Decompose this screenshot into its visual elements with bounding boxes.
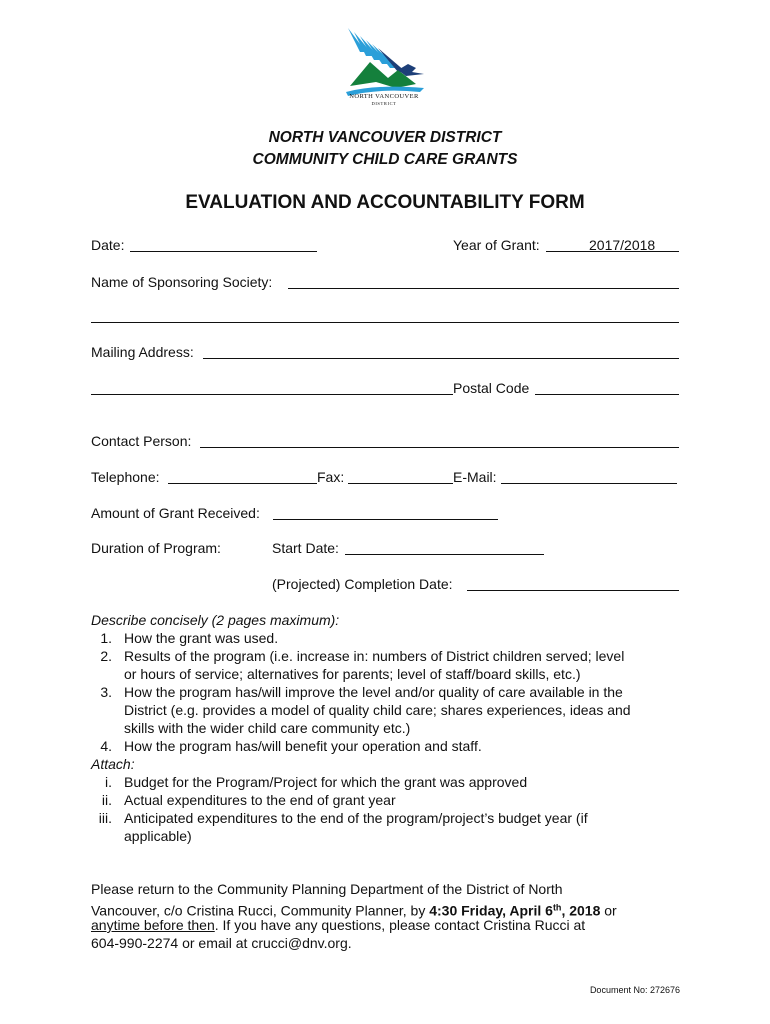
return-note-line4: 604-990-2274 or email at crucci@dnv.org. <box>91 935 352 951</box>
list-item: Results of the program (i.e. increase in: numbers of District children served; level <box>124 648 625 664</box>
attach-number: iii. <box>98 810 112 826</box>
postal-code-field[interactable] <box>535 394 679 395</box>
mailing-address-field-line2[interactable] <box>91 394 453 395</box>
list-item: How the program has/will benefit your operation and staff. <box>124 738 482 754</box>
start-date-label: Start Date: <box>272 540 339 556</box>
attach-item: Budget for the Program/Project for which the grant was approved <box>124 774 528 790</box>
society-field[interactable] <box>288 288 679 289</box>
deadline-year: , 2018 <box>561 902 601 919</box>
contact-person-label: Contact Person: <box>91 433 192 449</box>
deadline-text: 4:30 Friday, April 6 <box>429 902 553 919</box>
attach-item: Actual expenditures to the end of grant year <box>124 792 396 808</box>
logo-subtitle: DISTRICT <box>371 101 397 106</box>
item-number: 3. <box>100 684 112 700</box>
list-item-cont: or hours of service; alternatives for parents; level of staff/board skills, etc.) <box>124 666 581 682</box>
return-note-or: or <box>600 902 617 919</box>
describe-heading: Describe concisely (2 pages maximum): <box>91 612 340 628</box>
completion-date-label: (Projected) Completion Date: <box>272 576 453 592</box>
list-item: How the program has/will improve the level and/or quality of care available in the <box>124 684 623 700</box>
year-of-grant-label: Year of Grant: <box>453 237 540 253</box>
society-field-line2[interactable] <box>91 322 679 323</box>
date-label: Date: <box>91 237 125 253</box>
return-note-text: Vancouver, c/o Cristina Rucci, Community Planner, by <box>91 902 430 919</box>
deadline-suffix: th <box>552 902 562 912</box>
date-field[interactable] <box>130 251 317 252</box>
completion-date-field[interactable] <box>467 590 679 591</box>
society-label: Name of Sponsoring Society: <box>91 274 273 290</box>
telephone-field[interactable] <box>168 483 317 484</box>
attach-heading: Attach: <box>91 756 135 772</box>
fax-label: Fax: <box>317 469 345 485</box>
return-note-line1: Please return to the Community Planning Department of the District of North <box>91 881 563 897</box>
amount-label: Amount of Grant Received: <box>91 505 260 521</box>
amount-field[interactable] <box>273 519 498 520</box>
return-note-line3 <box>91 916 585 934</box>
header-program: COMMUNITY CHILD CARE GRANTS <box>252 151 518 168</box>
postal-code-label: Postal Code <box>453 380 530 396</box>
mailing-address-field[interactable] <box>203 358 679 359</box>
questions-text: . If you have any questions, please contact Cristina Rucci at <box>214 917 586 933</box>
list-item-cont: District (e.g. provides a model of quality child care; shares experiences, ideas and <box>124 702 631 718</box>
anytime-text: anytime before then <box>91 917 215 933</box>
bird-wing-icon <box>348 28 406 72</box>
duration-label: Duration of Program: <box>91 540 221 556</box>
attach-number: i. <box>105 774 112 790</box>
contact-person-field[interactable] <box>200 447 679 448</box>
item-number: 4. <box>100 738 112 754</box>
item-number: 2. <box>100 648 112 664</box>
year-of-grant-value: 2017/2018 <box>589 237 656 253</box>
attach-number: ii. <box>101 792 112 808</box>
item-number: 1. <box>100 630 112 646</box>
telephone-label: Telephone: <box>91 469 160 485</box>
form-title: EVALUATION AND ACCOUNTABILITY FORM <box>185 192 585 213</box>
header-district: NORTH VANCOUVER DISTRICT <box>268 129 502 146</box>
list-item: How the grant was used. <box>124 630 279 646</box>
document-number: Document No: 272676 <box>589 985 680 995</box>
fax-field[interactable] <box>348 483 453 484</box>
attach-item-cont: applicable) <box>124 828 192 844</box>
email-label: E-Mail: <box>453 469 497 485</box>
email-field[interactable] <box>501 483 677 484</box>
start-date-field[interactable] <box>345 554 544 555</box>
attach-item: Anticipated expenditures to the end of the program/project’s budget year (if <box>124 810 588 826</box>
logo-name: NORTH VANCOUVER <box>349 93 419 100</box>
list-item-cont: skills with the wider child care community etc.) <box>124 720 411 736</box>
mailing-address-label: Mailing Address: <box>91 344 194 360</box>
